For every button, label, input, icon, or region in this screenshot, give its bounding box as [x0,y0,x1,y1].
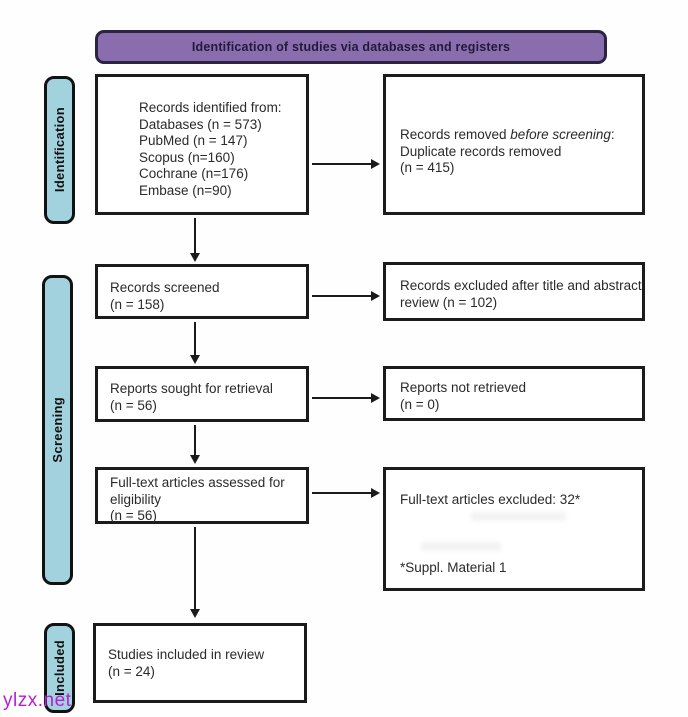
arrowhead-down-icon [190,355,200,364]
records-removed-line: Records removed before screening: [400,127,615,142]
phase-tab-screening-label: Screening [50,397,65,463]
phase-tab-identification-label: Identification [52,107,67,193]
arrow-screened-to-sought [194,322,196,356]
records-identified-line: Scopus (n=160) [139,149,235,165]
phase-tab-included-label: Included [52,640,67,696]
records-identified-line: PubMed (n = 147) [139,133,248,148]
arrowhead-right-icon [371,393,380,403]
arrowhead-down-icon [190,609,200,618]
arrow-identified-to-screened [194,218,196,254]
erased-text-smudge [421,542,501,551]
arrow-screened-to-excluded [312,295,372,297]
fulltext-assessed-line: Full-text articles assessed for [110,475,285,490]
records-identified-line: Databases (n = 573) [139,116,262,132]
box-records-excluded [383,262,645,321]
box-fulltext-excluded [383,467,645,591]
fulltext-assessed-line: (n = 56) [110,508,157,523]
arrowhead-right-icon [371,488,380,498]
fulltext-excluded-footnote: *Suppl. Material 1 [400,559,507,575]
box-fulltext-assessed [95,467,309,524]
arrowhead-down-icon [190,455,200,464]
reports-sought-line: Reports sought for retrieval [110,381,273,396]
records-removed-italic: before screening [510,127,611,142]
studies-included-line: (n = 24) [108,663,155,679]
diagram-title: Identification of studies via databases and registers [191,40,511,54]
watermark: ylzx.net [3,690,72,711]
erased-text-smudge [471,512,566,521]
arrowhead-down-icon [190,253,200,262]
records-identified-line: Embase (n=90) [139,182,232,198]
records-screened-line: Records screened [110,280,220,295]
reports-not-retrieved-line: Reports not retrieved [400,380,527,395]
box-reports-sought [95,366,309,422]
records-excluded-line: review (n = 102) [400,294,498,310]
phase-tab-identification [44,76,75,224]
box-reports-not-retrieved [383,366,645,421]
records-screened-line: (n = 158) [110,296,165,312]
phase-tab-screening [42,275,73,585]
box-studies-included [93,623,307,703]
records-excluded-line: Records excluded after title and abstract [400,278,642,293]
arrowhead-right-icon [371,159,380,169]
box-records-screened [95,264,309,319]
records-removed-line: (n = 415) [400,160,455,175]
studies-included-line: Studies included in review [108,647,265,662]
arrow-identified-to-removed [312,163,372,165]
arrow-sought-to-not-retrieved [312,397,372,399]
diagram-title-banner [95,30,607,64]
records-removed-line: Duplicate records removed [400,143,562,159]
arrowhead-right-icon [371,291,380,301]
box-records-identified [95,74,309,215]
fulltext-assessed-line: eligibility [110,491,162,507]
reports-sought-line: (n = 56) [110,397,157,413]
arrow-fulltext-to-included [194,527,196,611]
records-identified-line: Records identified from: [139,100,282,115]
arrow-sought-to-fulltext [194,425,196,457]
arrow-assessed-to-excluded [312,492,372,494]
fulltext-excluded-title: Full-text articles excluded: 32* [400,492,581,507]
records-identified-line: Cochrane (n=176) [139,166,249,181]
box-records-removed [383,74,645,215]
reports-not-retrieved-line: (n = 0) [400,396,440,412]
